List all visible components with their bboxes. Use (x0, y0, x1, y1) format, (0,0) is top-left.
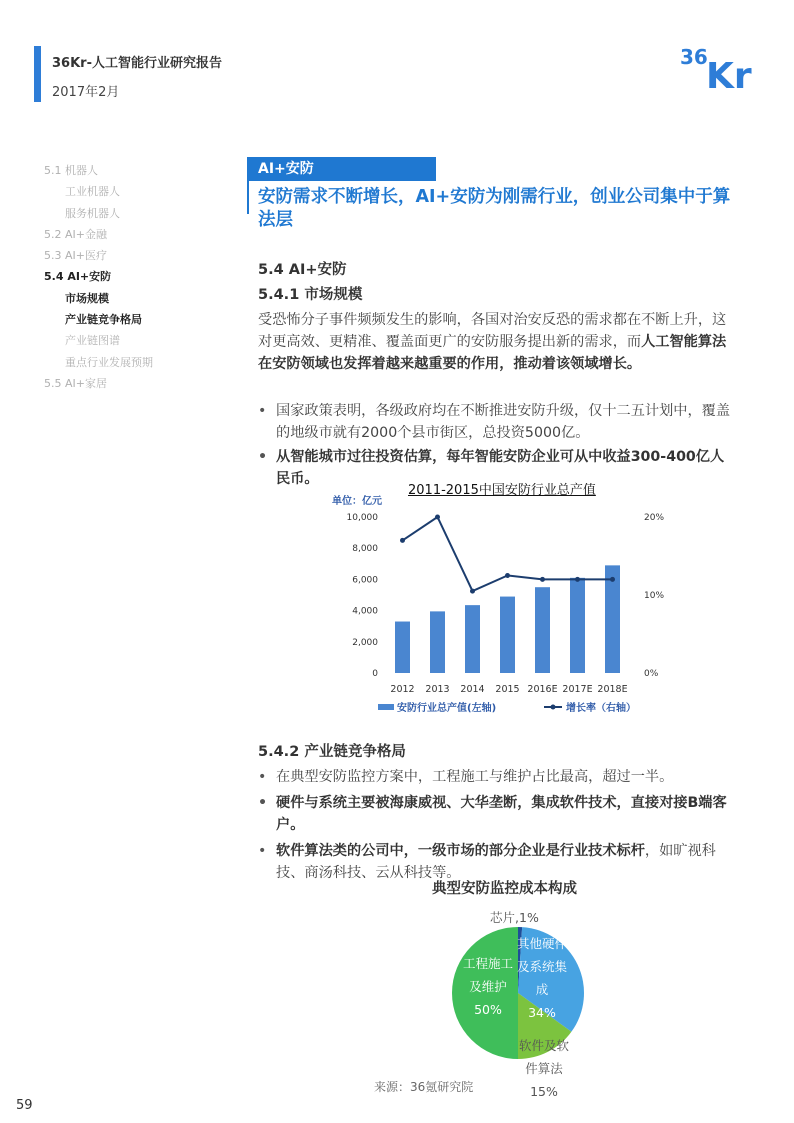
bullet-icon: • (258, 795, 268, 811)
bullet-text: 从智能城市过往投资估算，每年智能安防企业可从中收益300-400亿人民币。 (276, 449, 725, 487)
nav-item[interactable]: 产业链竞争格局 (65, 313, 142, 327)
market-chart (330, 490, 670, 722)
growth-point-2018E (610, 577, 615, 582)
intro-paragraph (258, 309, 728, 375)
pie-label-2: 软件及软件算法 15% (518, 1038, 570, 1099)
x-tick-label: 2017E (562, 684, 593, 695)
bar-output-2012 (395, 622, 410, 673)
right-axis-tick: 0% (644, 669, 659, 679)
section-headline: 安防需求不断增长，AI+安防为刚需行业，创业公司集中于算法层 (258, 187, 731, 230)
bar-output-2015 (500, 597, 515, 673)
bullet-icon: • (258, 769, 267, 785)
x-tick-label: 2014 (460, 684, 485, 695)
x-tick-label: 2016E (527, 684, 558, 695)
logo-letters: Kr (706, 56, 752, 92)
bullet-text-bold: 软件算法类的公司中，一级市场的部分企业是行业技术标杆 (276, 843, 645, 859)
report-date: 2017年2月 (52, 85, 120, 100)
pie-title: 典型安防监控成本构成 (432, 881, 577, 897)
nav-item[interactable]: 5.1 机器人 (44, 164, 98, 177)
bar-output-2016E (535, 587, 550, 673)
intro-text: 受恐怖分子事件频频发生的影响，各国对治安反恐的需求都在不断上升，这对更高效、更精准、覆盖面更广的安防服务提出新的需求，而 (258, 312, 727, 350)
nav-item[interactable]: 产业链图谱 (65, 334, 120, 348)
left-axis-tick: 10,000 (346, 513, 378, 523)
left-axis-tick: 4,000 (352, 606, 378, 617)
market-size-heading: 5.4.1 市场规模 (258, 287, 363, 303)
x-tick-label: 2018E (597, 684, 628, 695)
nav-item[interactable]: 5.2 AI+金融 (44, 227, 107, 241)
growth-point-2013 (435, 515, 440, 520)
cost-pie-chart (430, 900, 610, 1105)
bar-output-2013 (430, 611, 445, 673)
x-tick-label: 2013 (425, 684, 450, 695)
bullet-policy (258, 400, 734, 444)
right-axis-tick: 10% (644, 591, 665, 601)
pie-label-3: 工程施工及维护 50% (462, 956, 514, 1017)
bullet-text: 在典型安防监控方案中，工程施工与维护占比最高，超过一半。 (276, 769, 674, 785)
bullet-icon: • (258, 449, 268, 465)
growth-point-2014 (470, 589, 475, 594)
legend-output: 安防行业总产值(左轴) (397, 703, 497, 714)
nav-item[interactable]: 市场规模 (65, 291, 109, 305)
left-axis-tick: 8,000 (352, 544, 378, 555)
legend-marker-growth (551, 705, 556, 710)
left-axis-tick: 6,000 (352, 575, 378, 586)
bar-output-2014 (465, 605, 480, 673)
growth-point-2017E (575, 577, 580, 582)
nav-item[interactable]: 5.5 AI+家居 (44, 376, 107, 390)
growth-point-2015 (505, 573, 510, 578)
nav-item[interactable]: 5.4 AI+安防 (44, 270, 112, 284)
x-tick-label: 2012 (390, 684, 415, 695)
page-number: 59 (16, 1098, 33, 1113)
logo-digits: 36 (680, 45, 708, 69)
growth-point-2012 (400, 538, 405, 543)
growth-point-2016E (540, 577, 545, 582)
chapter-nav (44, 160, 234, 394)
chart-unit-label: 单位：亿元 (332, 496, 382, 507)
bullet-text: ，如旷视科技、商汤科技、云从科技等。 (276, 843, 716, 881)
bullet-hardware (258, 792, 734, 836)
legend-swatch-output (378, 704, 394, 710)
left-axis-tick: 2,000 (352, 637, 378, 648)
section-tag: AI+安防 (248, 157, 436, 181)
nav-item[interactable]: 5.3 AI+医疗 (44, 249, 107, 263)
bullet-engineering (258, 766, 734, 788)
source-note: 来源：36氪研究院 (374, 1080, 474, 1094)
brand-logo (680, 42, 764, 92)
left-axis-tick: 0 (372, 669, 378, 679)
nav-item[interactable]: 重点行业发展预期 (65, 355, 153, 369)
bullet-text: 国家政策表明，各级政府均在不断推进安防升级，仅十二五计划中，覆盖的地级市就有2000个县市街区，总投资5000亿。 (276, 403, 731, 441)
header-accent-bar (34, 46, 41, 102)
right-axis-tick: 20% (644, 513, 665, 523)
bullet-text: 硬件与系统主要被海康威视、大华垄断，集成软件技术，直接对接B端客户。 (276, 795, 727, 833)
pie-label-1: 其他硬件及系统集成 34% (516, 936, 568, 1020)
bar-output-2017E (570, 578, 585, 673)
bullet-icon: • (258, 403, 267, 419)
chart-title: 2011-2015中国安防行业总产值 (408, 483, 596, 498)
bullet-icon: • (258, 843, 267, 859)
pie-label-chip: 芯片,1% (490, 910, 539, 925)
industry-chain-heading: 5.4.2 产业链竞争格局 (258, 744, 406, 760)
report-title: 36Kr-人工智能行业研究报告 (52, 56, 222, 71)
growth-rate-line (403, 517, 613, 591)
nav-item[interactable]: 工业机器人 (65, 185, 120, 199)
subsection-heading: 5.4 AI+安防 (258, 262, 347, 278)
legend-growth: 增长率（右轴） (566, 703, 636, 714)
intro-emphasis: 人工智能算法在安防领域也发挥着越来越重要的作用，推动着该领域增长。 (258, 334, 727, 372)
x-tick-label: 2015 (495, 684, 520, 695)
nav-item[interactable]: 服务机器人 (65, 206, 120, 220)
